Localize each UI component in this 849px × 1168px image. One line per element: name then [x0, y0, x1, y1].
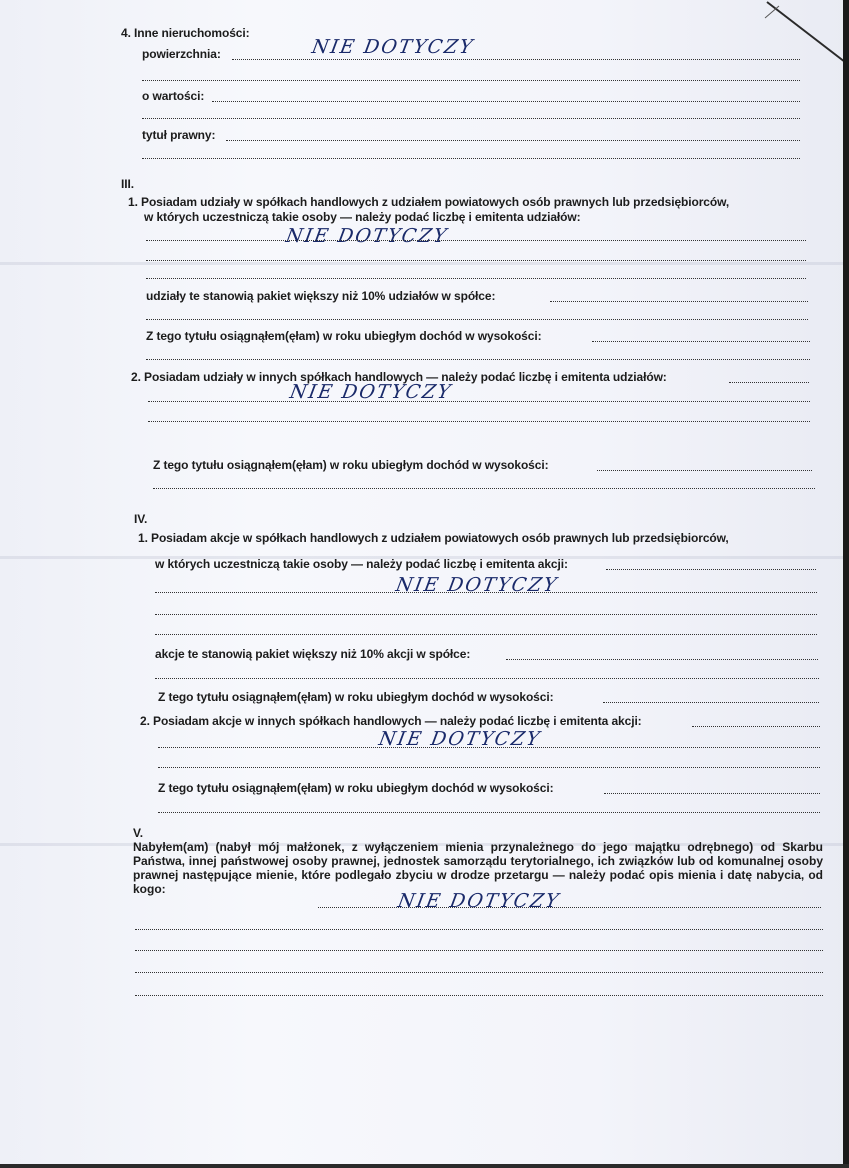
paper-fold-line: [0, 262, 843, 265]
section-iv-item2-income-line[interactable]: [158, 812, 820, 813]
section-v-line[interactable]: [135, 972, 823, 973]
section-iv-item2-income-line[interactable]: [604, 793, 820, 794]
section-iii-item1-text: w których uczestniczą takie osoby — należy podać liczbę i emitenta udziałów:: [144, 210, 581, 224]
scan-edge-bottom: [0, 1164, 849, 1168]
section-iv-item2-line[interactable]: [158, 767, 820, 768]
section-iii-item2-handwritten: NIE DOTYCZY: [288, 381, 454, 403]
value-input-line[interactable]: [212, 101, 800, 102]
section-iv-income-line[interactable]: [603, 702, 819, 703]
section-iv-item1-text: 1. Posiadam akcje w spółkach handlowych z udziałem powiatowych osób prawnych lub przedsiębiorców,: [138, 531, 729, 545]
section-iv-item2-income-label: Z tego tytułu osiągnąłem(ęłam) w roku ubiegłym dochód w wysokości:: [158, 781, 554, 795]
section-iii-income-label: Z tego tytułu osiągnąłem(ęłam) w roku ubiegłym dochód w wysokości:: [146, 329, 542, 343]
section-iv-package-line[interactable]: [506, 659, 818, 660]
section-iv-income-label: Z tego tytułu osiągnąłem(ęłam) w roku ubiegłym dochód w wysokości:: [158, 690, 554, 704]
title-label: tytuł prawny:: [142, 128, 216, 142]
section-iii-item2-income-line[interactable]: [597, 470, 812, 471]
area-handwritten-value: NIE DOTYCZY: [310, 36, 476, 58]
section-iv-item2-line[interactable]: [158, 747, 820, 748]
section-iv-item2-line[interactable]: [692, 726, 820, 727]
section-v-line[interactable]: [318, 907, 821, 908]
section-iii-item2-income-label: Z tego tytułu osiągnąłem(ęłam) w roku ubiegłym dochód w wysokości:: [153, 458, 549, 472]
section-v-heading: V.: [133, 826, 144, 840]
section-v-line[interactable]: [135, 995, 823, 996]
value-label: o wartości:: [142, 89, 205, 103]
section-iii-item2-line[interactable]: [148, 401, 810, 402]
section-iv-item2-handwritten: NIE DOTYCZY: [377, 728, 543, 750]
title-input-line[interactable]: [226, 140, 800, 141]
section-iv-item1-line[interactable]: [155, 592, 817, 593]
section-iv-item1-text: w których uczestniczą takie osoby — należy podać liczbę i emitenta akcji:: [155, 557, 568, 571]
section-iii-item2-line[interactable]: [729, 382, 809, 383]
section-iii-item2-text: 2. Posiadam udziały w innych spółkach handlowych — należy podać liczbę i emitenta udziałów:: [131, 370, 667, 384]
title-input-line[interactable]: [142, 158, 800, 159]
section-v-line[interactable]: [135, 929, 823, 930]
scan-edge-right: [843, 0, 849, 1168]
section-v-paragraph: Nabyłem(am) (nabył mój małżonek, z wyłączeniem mienia przynależnego do jego majątku odrębnego) od Skarbu Państwa, innej państwowej osoby prawnej, jednostek samorządu terytorialnego, ich związków lub od komunalnej osoby prawnej następujące mienie, które podlegało zbyciu w drodze przetargu — należy podać opis mienia i datę nabycia, od kogo:: [133, 840, 823, 896]
area-label: powierzchnia:: [142, 47, 221, 61]
section-iii-item1-line[interactable]: [146, 278, 806, 279]
section-iii-item1-line[interactable]: [146, 240, 806, 241]
section-v-handwritten: NIE DOTYCZY: [396, 890, 562, 912]
value-input-line[interactable]: [142, 118, 800, 119]
section-iii-package-line[interactable]: [146, 319, 808, 320]
section-iii-package-line[interactable]: [550, 301, 808, 302]
item-4-heading: 4. Inne nieruchomości:: [121, 26, 250, 40]
section-iii-item2-line[interactable]: [148, 421, 810, 422]
section-iii-item1-text: 1. Posiadam udziały w spółkach handlowych z udziałem powiatowych osób prawnych lub przedsiębiorców,: [128, 195, 730, 209]
section-iv-item1-line[interactable]: [606, 569, 816, 570]
section-iv-item2-text: 2. Posiadam akcje w innych spółkach handlowych — należy podać liczbę i emitenta akcji:: [140, 714, 642, 728]
section-iii-item1-handwritten: NIE DOTYCZY: [284, 225, 450, 247]
section-iii-item1-line[interactable]: [146, 260, 806, 261]
section-iv-item1-line[interactable]: [155, 614, 817, 615]
section-iii-item2-income-line[interactable]: [153, 488, 815, 489]
section-iv-item1-line[interactable]: [155, 634, 817, 635]
section-iv-package-label: akcje te stanowią pakiet większy niż 10% akcji w spółce:: [155, 647, 471, 661]
section-iii-income-line[interactable]: [146, 359, 810, 360]
area-input-line[interactable]: [232, 59, 800, 60]
pen-stroke-mark: [759, 0, 849, 80]
section-iv-heading: IV.: [134, 512, 148, 526]
area-input-line[interactable]: [142, 80, 800, 81]
section-iv-package-line[interactable]: [155, 678, 819, 679]
section-iii-package-label: udziały te stanowią pakiet większy niż 10% udziałów w spółce:: [146, 289, 496, 303]
section-iv-item1-handwritten: NIE DOTYCZY: [394, 574, 560, 596]
section-iii-heading: III.: [121, 177, 134, 191]
section-v-line[interactable]: [135, 950, 823, 951]
section-iii-income-line[interactable]: [592, 341, 810, 342]
